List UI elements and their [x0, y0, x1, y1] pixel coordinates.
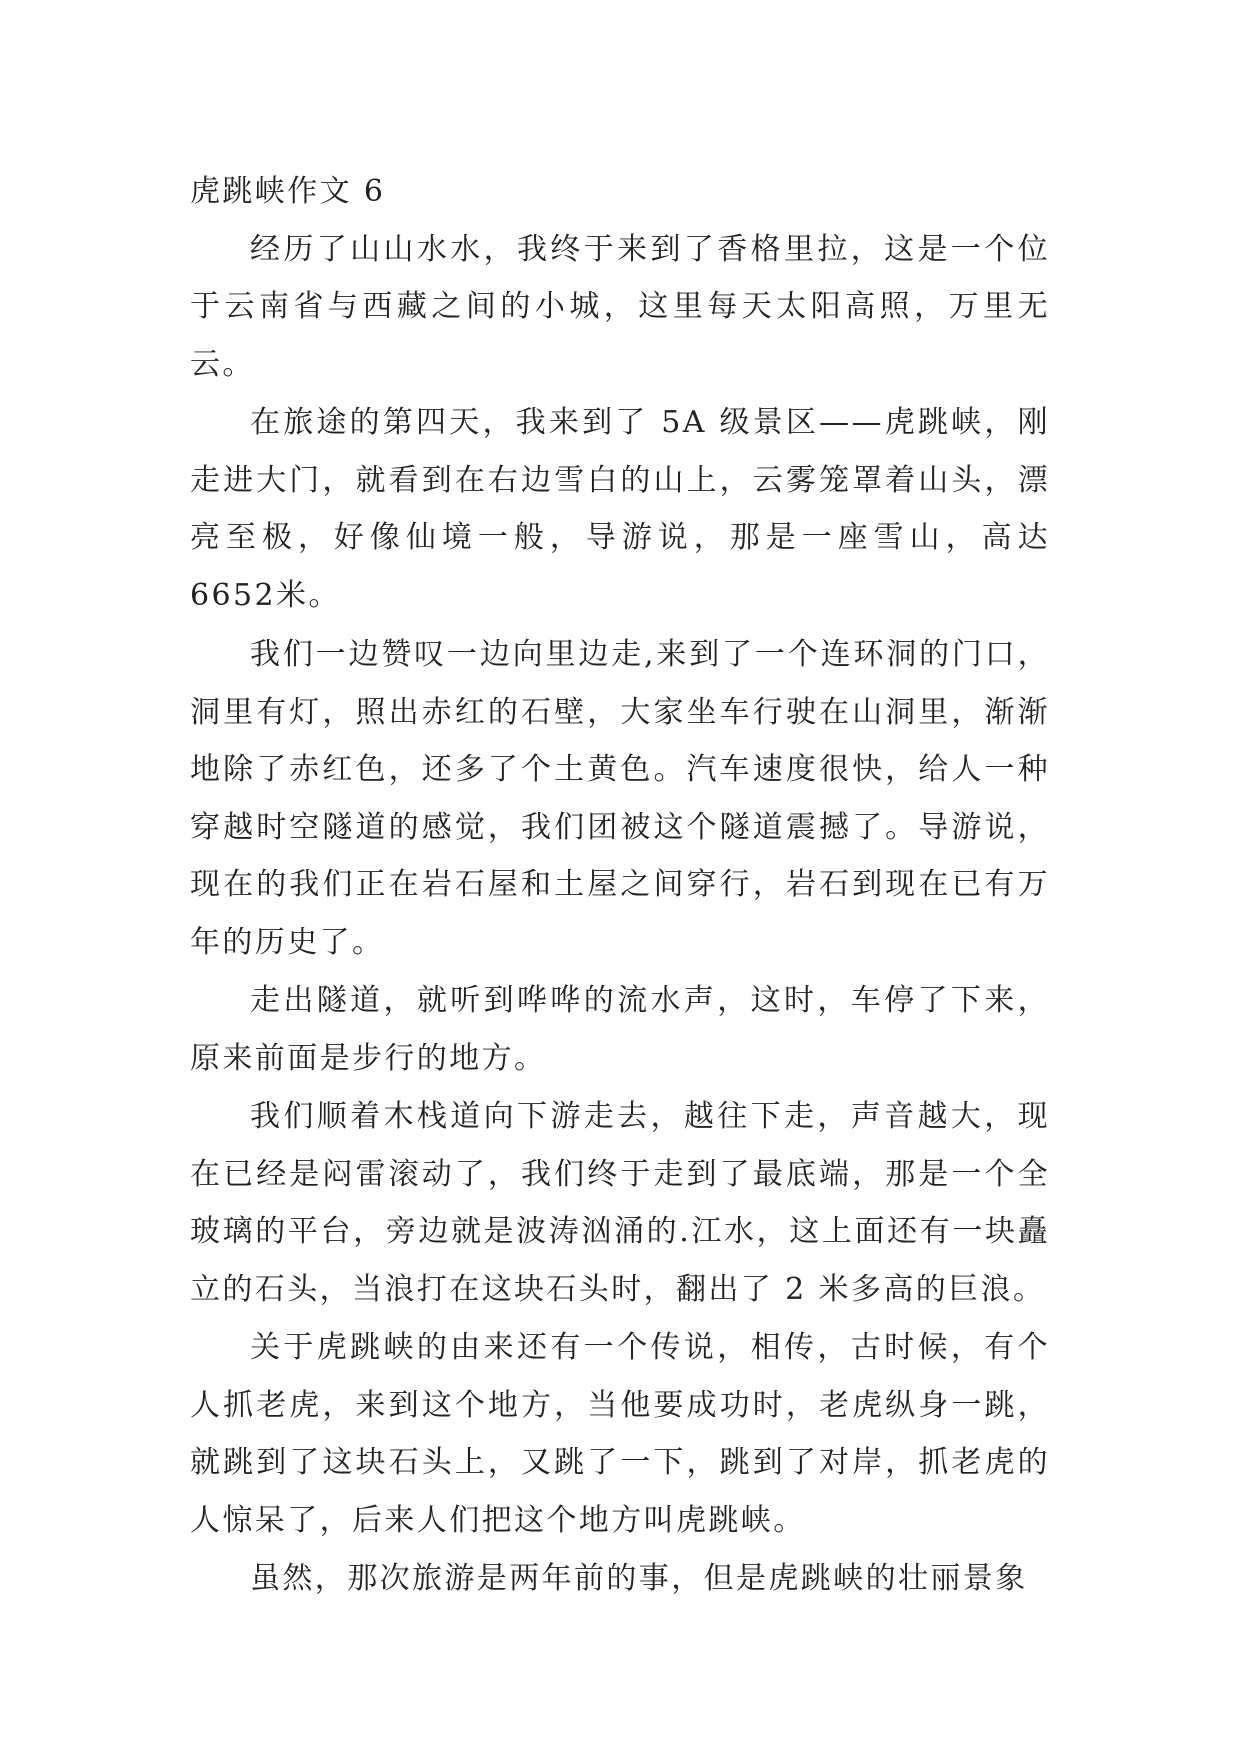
paragraph: 在旅途的第四天，我来到了 5A 级景区——虎跳峡，刚走进大门，就看到在右边雪白的山上，云雾笼罩着山头，漂亮至极，好像仙境一般，导游说，那是一座雪山，高达 6652米。 — [190, 405, 1050, 613]
paragraph: 我们顺着木栈道向下游走去，越往下走，声音越大，现在已经是闷雷滚动了，我们终于走到了最底端，那是一个全玻璃的平台，旁边就是波涛汹涌的.江水，这上面还有一块矗立的石头，当浪打在这块石头时，翻出了 2 米多高的巨浪。 — [190, 1099, 1050, 1307]
paragraph: 我们一边赞叹一边向里边走,来到了一个连环洞的门口，洞里有灯，照出赤红的石壁，大家坐车行驶在山洞里，渐渐地除了赤红色，还多了个土黄色。汽车速度很快，给人一种穿越时空隧道的感觉，我们团被这个隧道震撼了。导游说，现在的我们正在岩石屋和土屋之间穿行，岩石到现在已有万年的历史了。 — [190, 637, 1050, 960]
paragraph: 虽然，那次旅游是两年前的事，但是虎跳峡的壮丽景象 — [250, 1561, 1028, 1596]
paragraph: 走出隧道，就听到哗哗的流水声，这时，车停了下来，原来前面是步行的地方。 — [190, 983, 1050, 1076]
document-title: 虎跳峡作文 6 — [190, 174, 386, 209]
document-body — [190, 163, 1050, 1608]
paragraph: 经历了山山水水，我终于来到了香格里拉，这是一个位于云南省与西藏之间的小城，这里每天太阳高照，万里无云。 — [190, 231, 1050, 382]
paragraph: 关于虎跳峡的由来还有一个传说，相传，古时候，有个人抓老虎，来到这个地方，当他要成功时，老虎纵身一跳，就跳到了这块石头上，又跳了一下，跳到了对岸，抓老虎的人惊呆了，后来人们把这个地方叫虎跳峡。 — [190, 1330, 1050, 1538]
